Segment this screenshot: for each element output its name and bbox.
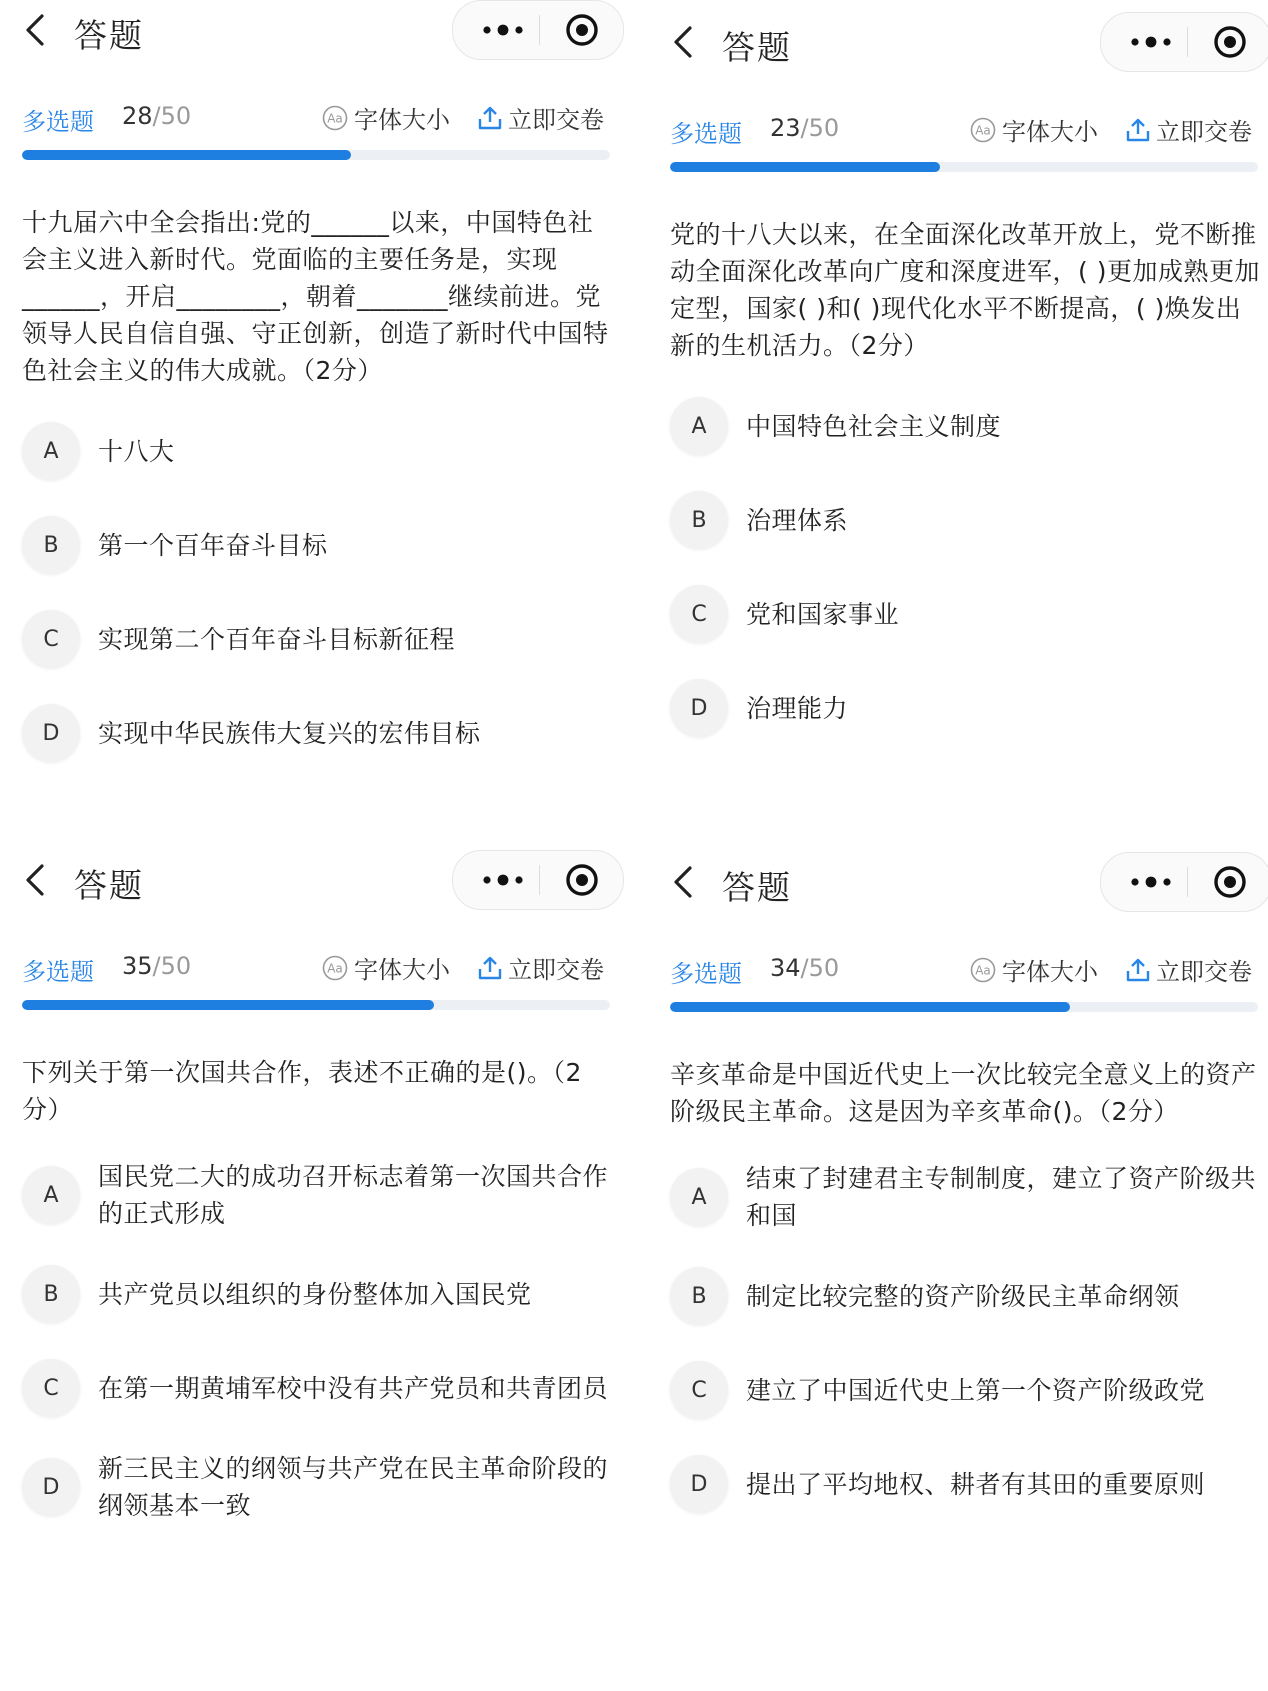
font-size-icon [970,117,996,143]
question-type-label: 多选题 [22,108,94,136]
options-list [22,419,612,765]
svg-text:Aa: Aa [327,111,343,125]
total-questions: /50 [152,952,192,980]
current-question-number: 34 [770,954,801,982]
nav-title: 答题 [722,28,792,67]
current-question-number: 23 [770,114,801,142]
option-letter-badge: D [670,1455,728,1513]
options-list [22,1158,612,1524]
option-letter-badge: B [22,516,80,574]
option-letter-badge: D [22,704,80,762]
upload-icon [1124,956,1152,984]
option-a[interactable] [22,419,612,483]
option-letter-badge: B [22,1265,80,1323]
option-a[interactable] [670,394,1260,458]
upload-icon [476,954,504,982]
option-c[interactable] [670,1358,1260,1422]
close-target-icon[interactable] [1205,13,1255,71]
option-letter-badge: A [670,1168,728,1226]
option-c[interactable] [22,1356,612,1420]
submit-label: 立即交卷 [1156,118,1252,146]
close-target-icon[interactable] [1205,853,1255,911]
nav-bar [0,0,620,70]
font-size-control[interactable] [322,100,450,134]
quiz-panel [0,0,620,830]
option-text: 在第一期黄埔军校中没有共产党员和共青团员 [98,1373,609,1403]
nav-bar [0,850,620,920]
option-text: 治理体系 [746,505,849,535]
upload-icon [1124,116,1152,144]
option-text: 制定比较完整的资产阶级民主革命纲领 [746,1281,1180,1311]
progress-fill [22,150,351,160]
option-letter-badge: D [22,1458,80,1516]
question-meta-bar [0,70,620,150]
capsule-divider [539,865,540,895]
option-letter-badge: C [670,1361,728,1419]
font-size-icon [322,105,348,131]
option-d[interactable] [670,1452,1260,1516]
svg-text:Aa: Aa [975,123,991,137]
question-counter [770,114,839,142]
options-list [670,1160,1260,1516]
option-letter-badge: A [22,1166,80,1224]
mini-program-capsule [1100,12,1268,72]
question-type-label: 多选题 [670,120,742,148]
more-icon[interactable] [473,1,533,59]
progress-fill [22,1000,434,1010]
option-text: 实现中华民族伟大复兴的宏伟目标 [98,718,481,748]
capsule-divider [1187,27,1188,57]
progress-bar [670,1002,1258,1012]
question-meta-bar [648,82,1268,162]
submit-label: 立即交卷 [508,106,604,134]
progress-bar [670,162,1258,172]
nav-title: 答题 [74,866,144,905]
option-text: 中国特色社会主义制度 [746,411,1002,441]
progress-fill [670,1002,1070,1012]
close-target-icon[interactable] [557,1,607,59]
submit-exam-button[interactable] [1124,952,1252,986]
option-text: 十八大 [98,436,175,466]
option-text: 提出了平均地权、耕者有其田的重要原则 [746,1469,1206,1499]
option-text: 治理能力 [746,693,849,723]
nav-title: 答题 [74,16,144,55]
option-text: 第一个百年奋斗目标 [98,530,328,560]
option-d[interactable] [22,701,612,765]
submit-exam-button[interactable] [476,950,604,984]
question-meta-bar [648,922,1268,1002]
more-icon[interactable] [473,851,533,909]
option-letter-badge: C [22,1359,80,1417]
mini-program-capsule [452,0,624,60]
question-text: 下列关于第一次国共合作，表述不正确的是()。（2分） [22,1058,582,1124]
font-size-icon [322,955,348,981]
quiz-panel [648,852,1268,1682]
back-arrow-icon[interactable] [20,12,50,48]
option-text: 国民党二大的成功召开标志着第一次国共合作的正式形成 [98,1162,609,1228]
option-b[interactable] [670,488,1260,552]
option-c[interactable] [22,607,612,671]
quiz-panel [0,850,620,1680]
total-questions: /50 [800,954,840,982]
submit-label: 立即交卷 [508,956,604,984]
mini-program-capsule [1100,852,1268,912]
options-list [670,394,1260,740]
current-question-number: 35 [122,952,153,980]
option-letter-badge: B [670,491,728,549]
capsule-divider [1187,867,1188,897]
total-questions: /50 [800,114,840,142]
question-text: 党的十八大以来，在全面深化改革开放上，党不断推动全面深化改革向广度和深度进军，( )更加成熟更加定型，国家( )和( )现代化水平不断提高，( )焕发出新的生机活力。（2分） [670,220,1260,360]
font-size-control[interactable] [970,952,1098,986]
submit-exam-button[interactable] [1124,112,1252,146]
option-text: 实现第二个百年奋斗目标新征程 [98,624,456,654]
option-letter-badge: B [670,1267,728,1325]
current-question-number: 28 [122,102,153,130]
option-letter-badge: A [22,422,80,480]
progress-fill [670,162,940,172]
submit-label: 立即交卷 [1156,958,1252,986]
question-counter [122,952,191,980]
nav-title: 答题 [722,868,792,907]
option-text: 建立了中国近代史上第一个资产阶级政党 [746,1375,1206,1405]
question-type-label: 多选题 [22,958,94,986]
capsule-divider [539,15,540,45]
progress-bar [22,150,610,160]
svg-text:Aa: Aa [327,961,343,975]
submit-exam-button[interactable] [476,100,604,134]
font-size-control[interactable] [322,950,450,984]
option-text: 党和国家事业 [746,599,900,629]
mini-program-capsule [452,850,624,910]
question-text: 十九届六中全会指出:党的______以来，中国特色社会主义进入新时代。党面临的主要任务是，实现______，开启________，朝着_______继续前进。党领导人民自信自强、守正创新，创造了新时代中国特色社会主义的伟大成就。（2分） [22,208,609,385]
option-text: 新三民主义的纲领与共产党在民主革命阶段的纲领基本一致 [98,1454,609,1520]
nav-bar [648,852,1268,922]
back-arrow-icon[interactable] [668,24,698,60]
back-arrow-icon[interactable] [668,864,698,900]
option-a[interactable] [22,1158,612,1232]
option-letter-badge: D [670,679,728,737]
font-size-icon [970,957,996,983]
option-b[interactable] [670,1264,1260,1328]
option-letter-badge: A [670,397,728,455]
upload-icon [476,104,504,132]
more-icon[interactable] [1121,13,1181,71]
option-letter-badge: C [22,610,80,668]
more-icon[interactable] [1121,853,1181,911]
back-arrow-icon[interactable] [20,862,50,898]
question-counter [770,954,839,982]
option-b[interactable] [22,1262,612,1326]
font-size-label: 字体大小 [1002,118,1098,146]
close-target-icon[interactable] [557,851,607,909]
font-size-label: 字体大小 [354,956,450,984]
font-size-label: 字体大小 [354,106,450,134]
option-text: 结束了封建君主专制制度，建立了资产阶级共和国 [746,1164,1257,1230]
option-d[interactable] [670,676,1260,740]
nav-bar [648,12,1268,82]
quiz-panel [648,12,1268,842]
option-text: 共产党员以组织的身份整体加入国民党 [98,1279,532,1309]
font-size-control[interactable] [970,112,1098,146]
option-c[interactable] [670,582,1260,646]
total-questions: /50 [152,102,192,130]
option-d[interactable] [22,1450,612,1524]
option-letter-badge: C [670,585,728,643]
progress-bar [22,1000,610,1010]
font-size-label: 字体大小 [1002,958,1098,986]
option-b[interactable] [22,513,612,577]
question-counter [122,102,191,130]
svg-text:Aa: Aa [975,963,991,977]
question-meta-bar [0,920,620,1000]
question-text: 辛亥革命是中国近代史上一次比较完全意义上的资产阶级民主革命。这是因为辛亥革命()。（2分） [670,1060,1257,1126]
question-type-label: 多选题 [670,960,742,988]
option-a[interactable] [670,1160,1260,1234]
